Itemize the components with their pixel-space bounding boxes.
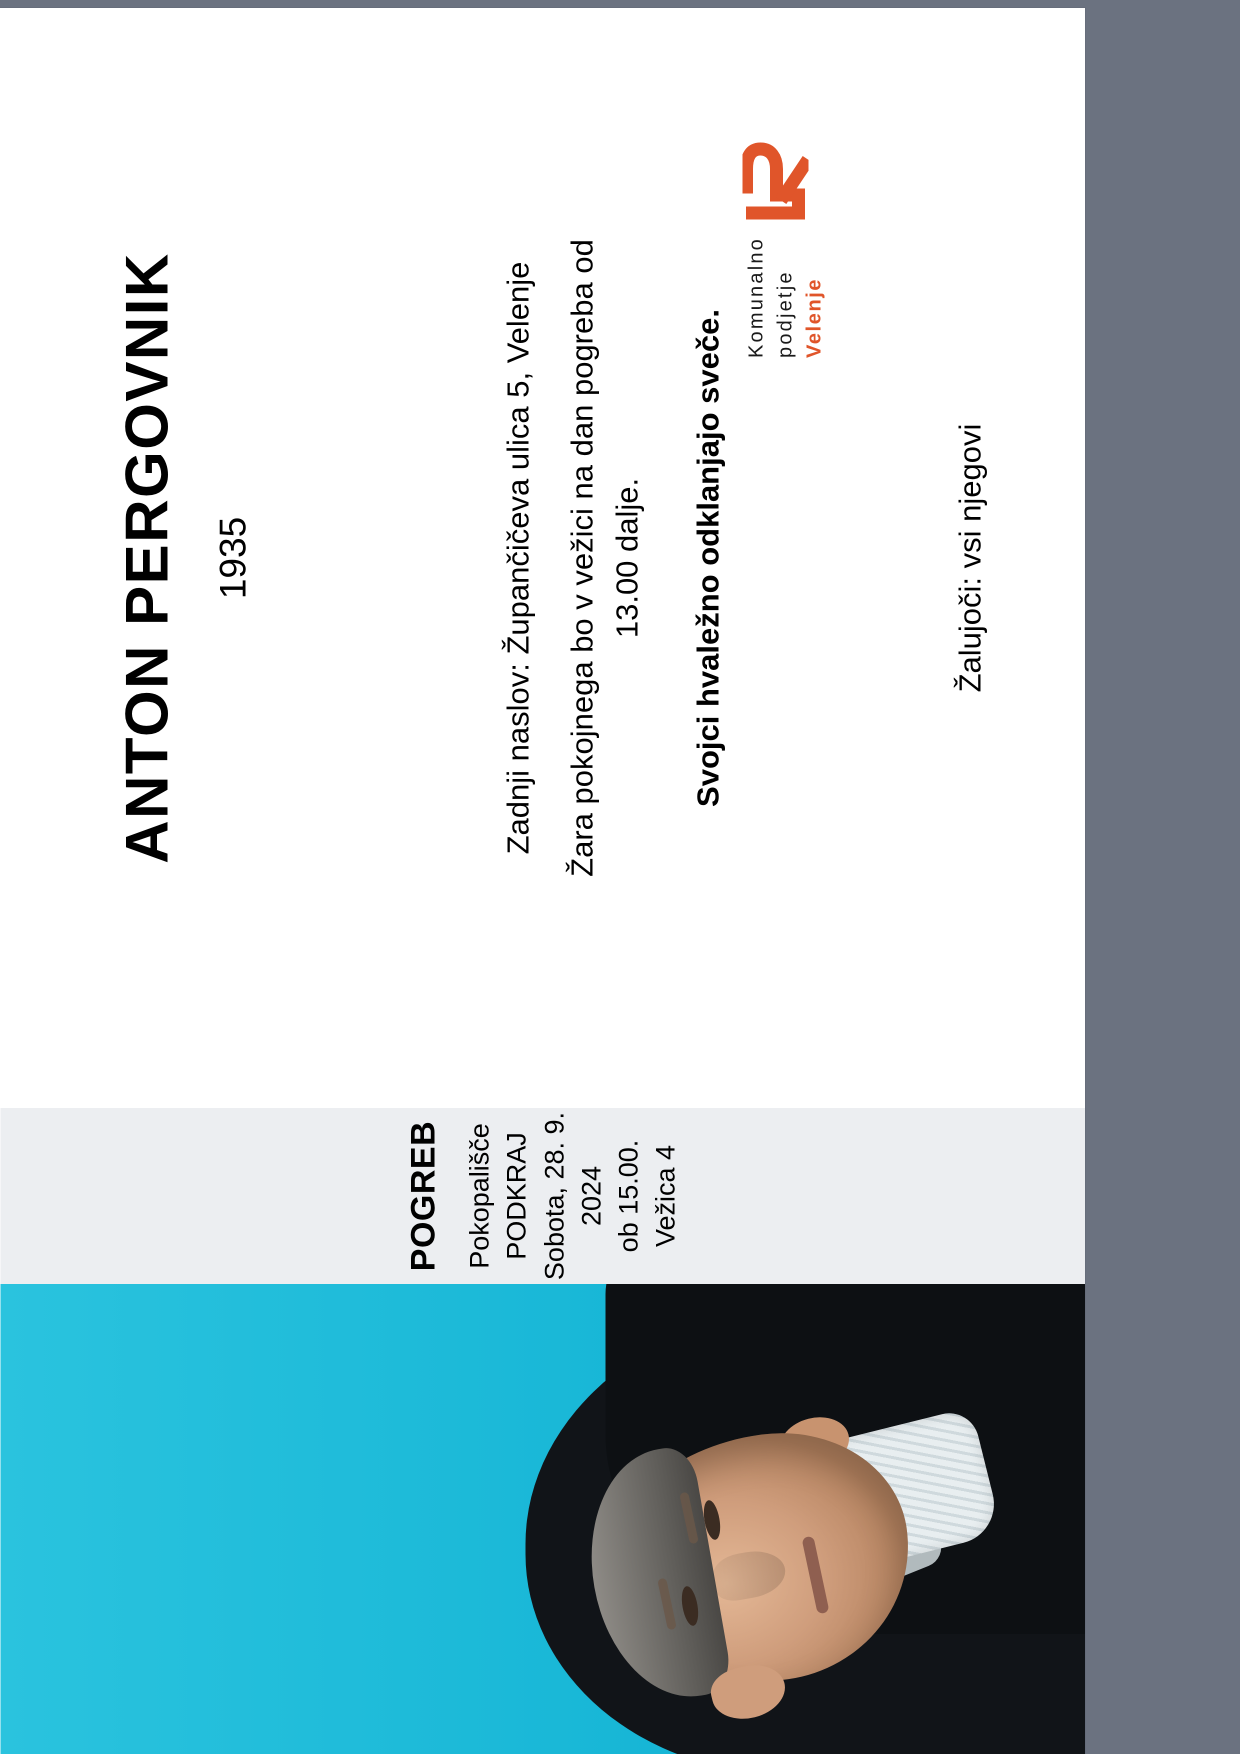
company-logo-text [742, 237, 829, 358]
company-city: Velenje [803, 277, 825, 358]
funeral-details-panel [0, 1108, 1085, 1284]
notice-content [0, 8, 1085, 1108]
kp-velenje-logo-icon [742, 135, 808, 221]
company-logo [742, 58, 829, 358]
funeral-title: POGREB [404, 1120, 443, 1272]
company-name-line-1: Komunalno [745, 237, 767, 358]
deceased-year: 1935 [212, 516, 253, 600]
deceased-name: ANTON PERGOVNIK [113, 252, 180, 864]
urn-info-line-2: 13.00 dalje. [608, 477, 644, 639]
funeral-date: Sobota, 28. 9. 2024 [538, 1111, 606, 1281]
company-name-line-2: podjetje [774, 270, 796, 358]
mourners-line: Žalujoči: vsi njegovi [952, 423, 987, 693]
funeral-chapel: Vežica 4 [650, 1144, 681, 1248]
funeral-details-inner [400, 1108, 684, 1284]
notice-stage [0, 8, 1085, 1754]
portrait-photo [0, 1284, 1085, 1754]
funeral-time: ob 15.00. [613, 1139, 644, 1253]
urn-info [560, 8, 650, 1108]
last-address: Zadnji naslov: Župančičeva ulica 5, Velenje [500, 261, 535, 855]
urn-info-line-1: Žara pokojnega bo v vežici na dan pogreba od [564, 239, 599, 877]
candles-note: Svojci hvaležno odklanjajo sveče. [690, 309, 725, 807]
notice-sheet [0, 8, 1085, 1754]
funeral-cemetery: Pokopališče PODKRAJ [464, 1123, 532, 1269]
